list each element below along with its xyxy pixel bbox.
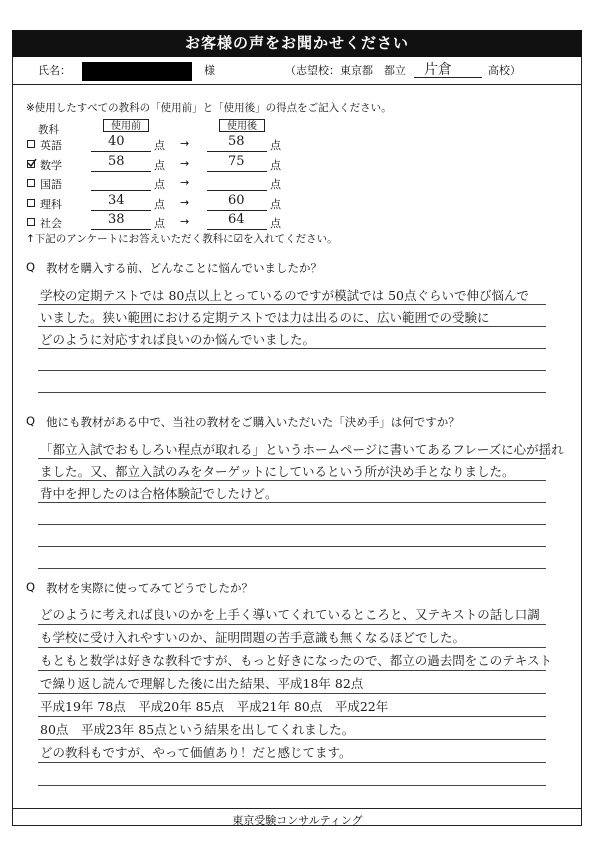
scores-note: ※使用したすべての教科の「使用前」と「使用後」の得点をご記入ください。 <box>26 102 392 114</box>
question-label: Q <box>26 260 36 274</box>
answer-line <box>38 348 546 349</box>
answer-line <box>38 326 546 327</box>
answer-line <box>38 762 546 763</box>
school-name[interactable]: 片倉 <box>424 62 452 78</box>
answer-text[interactable]: 学校の定期テストでは 80点以上とっているのですが模試では 50点ぐらいで伸び悩んで <box>40 288 530 303</box>
after-unit: 点 <box>270 178 281 191</box>
school-suffix: 高校） <box>488 64 521 77</box>
answer-text[interactable]: どの教科もですが、やって価値あり！だと感じてます。 <box>40 745 352 760</box>
after-score[interactable]: 64 <box>228 212 245 227</box>
divider <box>12 84 582 85</box>
check-icon <box>27 158 37 168</box>
after-score-line <box>207 171 267 172</box>
answer-line <box>38 716 546 717</box>
answer-line <box>38 458 546 459</box>
redacted-name <box>82 62 192 81</box>
answer-text[interactable]: 平成19年 78点 平成20年 85点 平成21年 80点 平成22年 <box>40 699 389 714</box>
answer-text[interactable]: ました。又、都立入試のみをターゲットにしているという所が決め手となりました。 <box>40 464 515 479</box>
before-unit: 点 <box>154 139 165 152</box>
arrow-icon: → <box>180 176 190 189</box>
answer-line <box>38 568 546 569</box>
subject-checkbox[interactable] <box>27 199 35 207</box>
before-score[interactable]: 34 <box>108 192 125 208</box>
page-title: お客様の声をお聞かせください <box>12 30 582 57</box>
arrow-icon: → <box>180 137 190 150</box>
after-unit: 点 <box>270 158 281 172</box>
answer-line <box>38 524 546 525</box>
after-score[interactable]: 58 <box>228 134 245 149</box>
survey-note: ↑下記のアンケートにお答えいただく教科に☑を入れてください。 <box>26 233 338 245</box>
school-prefix: （志望校：東京都 都立 <box>285 64 406 77</box>
answer-text[interactable]: 80点 平成23年 85点という結果を出してくれました。 <box>40 722 355 737</box>
answer-line <box>38 546 546 547</box>
answer-line <box>38 502 546 503</box>
after-score[interactable]: 60 <box>228 192 245 208</box>
before-unit: 点 <box>154 178 165 191</box>
after-score-line <box>207 210 267 211</box>
after-score[interactable]: 75 <box>228 153 245 169</box>
before-score[interactable]: 58 <box>108 153 125 169</box>
subject-name: 英語 <box>40 139 62 152</box>
name-label: 氏名： <box>38 64 71 77</box>
answer-line <box>38 670 546 671</box>
before-unit: 点 <box>154 197 165 211</box>
arrow-icon: → <box>180 195 190 209</box>
answer-line <box>38 693 546 694</box>
question-text: 教材を購入する前、どんなことに悩んでいましたか？ <box>46 261 322 275</box>
after-score-line <box>207 151 267 152</box>
arrow-icon: → <box>180 156 190 170</box>
after-unit: 点 <box>270 139 281 152</box>
answer-line <box>38 785 546 786</box>
answer-line <box>38 304 546 305</box>
before-score-line <box>91 229 151 230</box>
answer-text[interactable]: で繰り返し読んで理解した後に出た結果、平成18年 82点 <box>40 676 364 691</box>
honorific: 様 <box>204 64 215 77</box>
answer-line <box>38 739 546 740</box>
subject-checkbox[interactable] <box>27 179 35 187</box>
answer-text[interactable]: 背中を押したのは合格体験記でしたけど。 <box>40 486 278 501</box>
answer-text[interactable]: もともと数学は好きな教科ですが、もっと好きになったので、都立の過去問をこのテキスト <box>40 653 553 668</box>
subject-name: 国語 <box>40 178 62 191</box>
before-score-line <box>91 151 151 152</box>
answer-line <box>38 392 546 393</box>
subject-name: 数学 <box>40 158 62 172</box>
subject-checkbox[interactable] <box>27 218 35 226</box>
question-text: 教材を実際に使ってみてどうでしたか？ <box>46 581 253 595</box>
after-unit: 点 <box>270 217 281 230</box>
after-score-line <box>207 190 267 191</box>
before-score-line <box>91 190 151 191</box>
answer-text[interactable]: どのように対応すれば良いのか悩んでいました。 <box>40 332 316 347</box>
question-text: 他にも教材がある中で、当社の教材をご購入いただいた「決め手」は何ですか？ <box>46 415 460 429</box>
after-score-line <box>207 229 267 230</box>
subject-name: 社会 <box>40 217 62 230</box>
footer-divider <box>12 808 582 809</box>
answer-line <box>38 647 546 648</box>
question-label: Q <box>26 580 36 594</box>
footer-company: 東京受験コンサルティング <box>232 814 363 827</box>
answer-text[interactable]: いました。狭い範囲における定期テストでは力は出るのに、広い範囲での受験に <box>40 310 490 325</box>
col-after-header: 使用後 <box>219 119 265 132</box>
answer-text[interactable]: も学校に受け入れやすいのか、証明問題の苦手意識も無くなるほどでした。 <box>40 630 466 645</box>
before-score-line <box>91 210 151 211</box>
answer-line <box>38 370 546 371</box>
subject-checkbox[interactable] <box>27 140 35 148</box>
col-before-header: 使用前 <box>103 119 149 132</box>
before-unit: 点 <box>154 158 165 172</box>
answer-text[interactable]: 「都立入試でおもしろい程点が取れる」というホームページに書いてあるフレーズに心が揺れ <box>40 442 564 457</box>
answer-text[interactable]: どのように考えれば良いのかを上手く導いてくれているところと、又テキストの話し口調 <box>40 607 540 622</box>
subject-checkbox[interactable] <box>27 160 35 168</box>
answer-line <box>38 624 546 625</box>
before-score[interactable]: 40 <box>108 134 125 149</box>
before-score-line <box>91 171 151 172</box>
before-unit: 点 <box>154 217 165 230</box>
after-unit: 点 <box>270 197 281 211</box>
question-label: Q <box>26 414 36 428</box>
arrow-icon: → <box>180 215 190 228</box>
before-score[interactable]: 38 <box>108 212 125 227</box>
subject-name: 理科 <box>40 197 62 211</box>
col-subject-header: 教科 <box>38 124 59 136</box>
answer-line <box>38 480 546 481</box>
